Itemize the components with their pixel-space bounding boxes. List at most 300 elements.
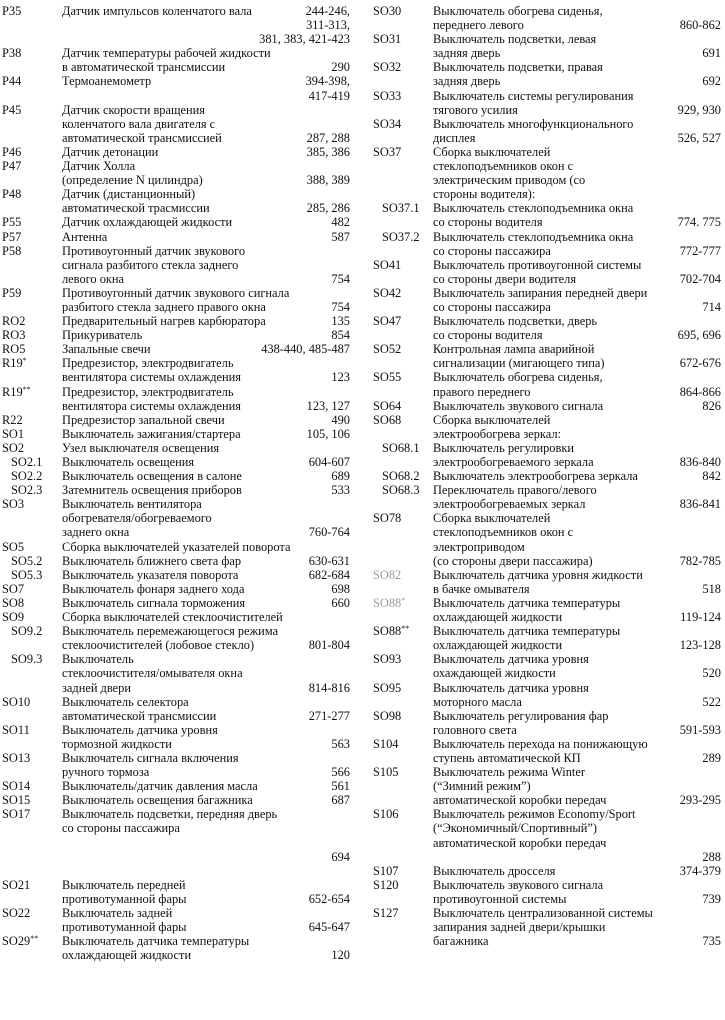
- index-entry: [2, 610, 352, 624]
- index-entry: [373, 864, 723, 878]
- page-reference: 123: [331, 370, 350, 385]
- description-line: [62, 300, 352, 314]
- description-text: Прикуриватель: [62, 328, 143, 343]
- page-reference: 438-440, 485-487: [261, 342, 350, 357]
- index-entry: [2, 230, 352, 244]
- description-line: [62, 455, 352, 469]
- description-line: [433, 525, 723, 539]
- component-description: [433, 399, 723, 413]
- page-reference: 587: [331, 229, 350, 244]
- description-text: Термоанемометр: [62, 74, 152, 89]
- description-text: противотуманной фары: [62, 891, 187, 906]
- description-line: [62, 272, 352, 286]
- component-description: [62, 413, 352, 427]
- component-code: SO13: [2, 750, 31, 765]
- description-line: [433, 652, 723, 666]
- index-entry: [2, 103, 352, 145]
- page-reference: 522: [702, 694, 721, 709]
- page-reference: 591-593: [679, 722, 721, 737]
- index-entry: [2, 779, 352, 793]
- page-reference: 689: [331, 469, 350, 484]
- component-code: SO9: [2, 610, 25, 625]
- component-code: P47: [2, 159, 22, 174]
- description-line: [62, 709, 352, 723]
- description-line: [433, 427, 723, 441]
- component-code: SO15: [2, 793, 31, 808]
- description-line: [62, 765, 352, 779]
- description-line: [62, 187, 352, 201]
- component-description: [62, 342, 352, 356]
- description-text: Выключатель ближнего света фар: [62, 553, 242, 568]
- description-line: [62, 342, 352, 356]
- component-description: [62, 497, 352, 539]
- component-code: SO2.2: [11, 469, 43, 484]
- description-line: [433, 441, 723, 455]
- page-reference: 826: [702, 398, 721, 413]
- description-line: [433, 695, 723, 709]
- description-text: Выключатель обогрева сиденья,: [433, 370, 603, 385]
- description-line: [62, 666, 352, 680]
- index-entry: [2, 441, 352, 455]
- description-line: [433, 568, 723, 582]
- index-entry: [2, 244, 352, 286]
- page-reference: 836-840: [679, 455, 721, 469]
- index-entry: [2, 385, 352, 413]
- component-code: P35: [2, 4, 22, 18]
- description-line: [433, 681, 723, 695]
- component-description: [62, 779, 352, 793]
- description-line: [433, 342, 723, 356]
- component-description: [62, 159, 352, 187]
- description-text: Предрезистор, электродвигатель: [62, 356, 234, 371]
- description-line: [62, 624, 352, 638]
- description-line: [433, 230, 723, 244]
- index-entry: [373, 652, 723, 680]
- component-code: SO2.3: [11, 483, 43, 498]
- index-entry: [373, 145, 723, 201]
- component-code: SO11: [2, 722, 30, 737]
- index-entry: [2, 723, 352, 751]
- description-text: со стороны двери водителя: [433, 271, 577, 286]
- description-line: [62, 117, 352, 131]
- description-line: [433, 850, 723, 864]
- component-code: S104: [373, 736, 399, 751]
- description-text: Выключатель датчика температуры: [433, 624, 621, 639]
- description-text: запирания задней двери/крышки: [433, 920, 606, 935]
- description-text: Сборка выключателей: [433, 412, 551, 427]
- footnote-mark: *: [401, 595, 406, 605]
- component-description: [62, 596, 352, 610]
- description-line: [62, 46, 352, 60]
- description-text: задней двери: [62, 680, 131, 695]
- description-text: Выключатель электрообогрева зеркала: [433, 469, 638, 484]
- component-description: [62, 455, 352, 469]
- component-description: [433, 624, 723, 652]
- description-text: Запальные свечи: [62, 342, 151, 357]
- component-code: P57: [2, 229, 22, 244]
- page-reference: 735: [702, 934, 721, 949]
- component-code: SO32: [373, 60, 402, 75]
- index-entry: [373, 765, 723, 807]
- component-code: RO2: [2, 314, 26, 329]
- page-reference: 760-764: [308, 525, 350, 540]
- description-line: [433, 258, 723, 272]
- component-description: [433, 370, 723, 398]
- description-text: Выключатель фонаря заднего хода: [62, 581, 245, 596]
- component-code: P38: [2, 46, 22, 61]
- description-text: ступень автоматической КП: [433, 750, 581, 765]
- index-entry: [2, 314, 352, 328]
- description-line: [62, 60, 352, 74]
- page-reference: 694: [331, 849, 350, 864]
- index-entry: [2, 328, 352, 342]
- description-text: Сборка выключателей указателей поворота: [62, 539, 291, 554]
- component-description: [433, 469, 723, 483]
- description-line: [433, 131, 723, 145]
- component-description: [62, 215, 352, 229]
- component-code: SO10: [2, 694, 31, 709]
- component-code: SO68.2: [382, 469, 420, 484]
- description-text: коленчатого вала двигателя с: [62, 116, 216, 131]
- description-line: [433, 187, 723, 201]
- index-entry: [373, 596, 723, 624]
- index-entry: [373, 399, 723, 413]
- component-code: SO68.1: [382, 440, 420, 455]
- page-reference: 687: [331, 793, 350, 808]
- description-text: стеклоочистителей (лобовое стекло): [62, 638, 255, 653]
- component-description: [62, 751, 352, 779]
- page-reference: 864-866: [679, 384, 721, 399]
- component-code: S105: [373, 765, 399, 780]
- description-text: Выключатель датчика уровня: [433, 652, 589, 667]
- page-reference: 860-862: [679, 18, 721, 33]
- description-line: [62, 540, 352, 554]
- component-code: P55: [2, 215, 22, 230]
- description-text: дисплея: [433, 130, 476, 145]
- component-code: R19*: [2, 356, 27, 371]
- index-entry: [373, 737, 723, 765]
- page-reference: 842: [702, 469, 721, 484]
- index-entry: [2, 695, 352, 723]
- component-description: [433, 60, 723, 88]
- component-code: SO93: [373, 652, 402, 667]
- description-text: ручного тормоза: [62, 765, 150, 780]
- description-line: [62, 230, 352, 244]
- description-text: в автоматической трансмиссии: [62, 60, 226, 75]
- component-description: [433, 681, 723, 709]
- description-text: автоматической трансмиссией: [62, 130, 222, 145]
- component-code: SO31: [373, 32, 402, 47]
- description-line: [433, 173, 723, 187]
- page-reference: 533: [331, 483, 350, 498]
- index-entry: [373, 681, 723, 709]
- description-text: Выключатель: [62, 652, 134, 667]
- description-line: [433, 540, 723, 554]
- description-text: Затемнитель освещения приборов: [62, 483, 242, 498]
- description-line: [433, 793, 723, 807]
- component-description: [62, 230, 352, 244]
- description-text: Выключатель задней: [62, 906, 173, 920]
- description-text: электрообогреваемых зеркал: [433, 497, 586, 512]
- index-entry: [2, 497, 352, 539]
- index-entry: [2, 652, 352, 694]
- description-line: [433, 455, 723, 469]
- description-text: разбитого стекла заднего правого окна: [62, 299, 266, 314]
- page-reference: 801-804: [308, 638, 350, 653]
- component-description: [433, 441, 723, 469]
- description-line: [433, 60, 723, 74]
- description-line: [62, 948, 352, 962]
- description-line: [62, 568, 352, 582]
- page-reference: 289: [702, 750, 721, 765]
- component-description: [62, 554, 352, 568]
- index-entry: [2, 483, 352, 497]
- description-text: Выключатель многофункционального: [433, 116, 634, 131]
- index-entry: [2, 624, 352, 652]
- index-entry: [2, 413, 352, 427]
- component-code: SO47: [373, 314, 402, 329]
- description-text: противотуманной фары: [62, 920, 187, 935]
- page-reference: 561: [331, 779, 350, 794]
- description-text: Переключатель правого/левого: [433, 483, 597, 498]
- component-description: [62, 624, 352, 652]
- index-entry: [373, 483, 723, 511]
- description-text: Выключатель указателя поворота: [62, 567, 239, 582]
- page-reference: 772-777: [679, 243, 721, 258]
- page-reference: 692: [702, 74, 721, 89]
- component-code: P45: [2, 102, 22, 117]
- component-code: SO3: [2, 497, 25, 512]
- description-line: [433, 215, 723, 229]
- description-text: Предрезистор запальной свечи: [62, 412, 225, 427]
- index-entry: [373, 117, 723, 145]
- component-code: SO2.1: [11, 455, 43, 469]
- description-text: Предрезистор, электродвигатель: [62, 384, 234, 399]
- description-line: [433, 610, 723, 624]
- description-text: Выключатель звукового сигнала: [433, 877, 604, 892]
- page-reference: 645-647: [308, 920, 350, 935]
- description-line: [62, 864, 352, 878]
- index-entry: [2, 342, 352, 356]
- description-line: [62, 89, 352, 103]
- description-line: [433, 159, 723, 173]
- component-code: S107: [373, 863, 399, 878]
- page-reference: 388, 389: [306, 173, 350, 188]
- page-reference: 695, 696: [677, 328, 721, 343]
- component-description: [433, 807, 723, 863]
- component-description: [433, 4, 723, 32]
- page-reference: 682-684: [308, 567, 350, 582]
- page-reference: 482: [331, 215, 350, 230]
- description-text: Выключатель подсветки, левая: [433, 32, 597, 47]
- description-text: стеклоочистителя/омывателя окна: [62, 666, 243, 681]
- component-code: S120: [373, 877, 399, 892]
- component-description: [62, 314, 352, 328]
- description-text: Сборка выключателей стеклоочистителей: [62, 610, 283, 625]
- component-code: RO3: [2, 328, 26, 343]
- index-entry: [2, 906, 352, 934]
- description-line: [62, 737, 352, 751]
- description-text: Выключатель обогрева сиденья,: [433, 4, 603, 18]
- description-line: [62, 286, 352, 300]
- description-line: [62, 582, 352, 596]
- description-line: [433, 103, 723, 117]
- description-line: [62, 441, 352, 455]
- description-text: электроприводом: [433, 539, 525, 554]
- description-line: [62, 328, 352, 342]
- component-code: SO30: [373, 4, 402, 18]
- component-description: [62, 145, 352, 159]
- description-line: [62, 469, 352, 483]
- description-line: [62, 779, 352, 793]
- description-line: [62, 497, 352, 511]
- page-reference: 604-607: [308, 455, 350, 469]
- component-description: [433, 568, 723, 596]
- description-line: [433, 413, 723, 427]
- component-code: R22: [2, 412, 23, 427]
- description-line: [62, 173, 352, 187]
- component-code: SO17: [2, 807, 31, 822]
- component-description: [62, 540, 352, 554]
- description-text: Сборка выключателей: [433, 144, 551, 159]
- component-code: SO1: [2, 426, 25, 441]
- description-text: переднего левого: [433, 18, 524, 33]
- footnote-mark: **: [22, 384, 31, 394]
- index-entry: [373, 286, 723, 314]
- index-entry: [2, 793, 352, 807]
- page-reference: 120: [331, 948, 350, 963]
- index-entry: [2, 145, 352, 159]
- description-line: [62, 103, 352, 117]
- description-text: в бачке омывателя: [433, 581, 530, 596]
- description-line: [433, 117, 723, 131]
- component-description: [433, 511, 723, 567]
- description-line: [62, 258, 352, 272]
- component-code: SO5.2: [11, 553, 43, 568]
- index-column-left: [2, 4, 352, 962]
- description-text: Выключатель перехода на понижающую: [433, 736, 648, 751]
- index-entry: [2, 427, 352, 441]
- description-text: электрообогрева зеркал:: [433, 426, 562, 441]
- component-description: [433, 878, 723, 906]
- description-line: [62, 385, 352, 399]
- page-reference: 394-398,: [305, 74, 350, 89]
- component-description: [433, 709, 723, 737]
- component-description: [433, 906, 723, 948]
- page-reference: 566: [331, 765, 350, 780]
- page-reference: 287, 288: [306, 130, 350, 145]
- page-reference: 836-841: [679, 497, 721, 512]
- description-text: вентилятора системы охлаждения: [62, 370, 241, 385]
- page-reference: 702-704: [679, 271, 721, 286]
- description-text: стеклоподъемников окон с: [433, 525, 574, 540]
- description-text: (“Зимний режим”): [433, 779, 531, 794]
- description-line: [433, 483, 723, 497]
- description-text: Датчик детонации: [62, 144, 159, 159]
- description-text: автоматической трансмиссии: [62, 708, 217, 723]
- component-description: [62, 695, 352, 723]
- description-text: Выключатель дросселя: [433, 863, 556, 878]
- component-description: [433, 314, 723, 342]
- description-line: [62, 399, 352, 413]
- component-code: R19**: [2, 384, 31, 399]
- description-text: Выключатель стеклоподъемника окна: [433, 229, 634, 244]
- page-reference: 714: [702, 299, 721, 314]
- page-reference: 698: [331, 581, 350, 596]
- component-description: [62, 582, 352, 596]
- page-reference: 739: [702, 891, 721, 906]
- page-reference: 672-676: [679, 356, 721, 371]
- index-entry: [373, 370, 723, 398]
- description-line: [433, 934, 723, 948]
- component-description: [62, 906, 352, 934]
- page-reference: 754: [331, 299, 350, 314]
- page-reference: 311-313,: [306, 18, 350, 33]
- component-description: [433, 483, 723, 511]
- index-entry: [373, 89, 723, 117]
- description-line: [62, 821, 352, 835]
- index-entry: [2, 540, 352, 554]
- component-code: SO82: [373, 567, 402, 582]
- page-reference: 814-816: [308, 680, 350, 695]
- description-line: [433, 511, 723, 525]
- description-line: [62, 934, 352, 948]
- index-entry: [373, 201, 723, 229]
- index-entry: [373, 568, 723, 596]
- component-description: [62, 385, 352, 413]
- page-reference: 490: [331, 412, 350, 427]
- component-description: [62, 328, 352, 342]
- description-line: [433, 314, 723, 328]
- component-code: SO64: [373, 398, 402, 413]
- component-description: [62, 356, 352, 384]
- description-line: [62, 652, 352, 666]
- description-line: [62, 4, 352, 18]
- description-line: [62, 131, 352, 145]
- index-entry: [373, 624, 723, 652]
- description-text: Выключатель освещения: [62, 455, 195, 469]
- description-text: тягового усилия: [433, 102, 518, 117]
- component-code: SO55: [373, 370, 402, 385]
- description-text: Выключатель противоугонной системы: [433, 257, 642, 272]
- index-entry: [2, 187, 352, 215]
- page-reference: 754: [331, 271, 350, 286]
- description-line: [62, 427, 352, 441]
- description-line: [62, 695, 352, 709]
- component-description: [62, 427, 352, 441]
- description-text: со стороны пассажира: [433, 243, 551, 258]
- description-line: [433, 920, 723, 934]
- description-line: [62, 906, 352, 920]
- description-text: со стороны пассажира: [62, 821, 180, 836]
- description-text: Выключатель звукового сигнала: [433, 398, 604, 413]
- component-description: [433, 765, 723, 807]
- description-line: [62, 723, 352, 737]
- page-reference: 630-631: [308, 553, 350, 568]
- index-entry: [2, 455, 352, 469]
- component-description: [433, 596, 723, 624]
- description-text: Выключатель освещения багажника: [62, 793, 253, 808]
- index-entry: [2, 751, 352, 779]
- component-description: [433, 32, 723, 60]
- page-reference: 417-419: [308, 88, 350, 103]
- description-text: автоматической трасмиссии: [62, 201, 210, 216]
- description-line: [433, 201, 723, 215]
- page-reference: 526, 527: [677, 130, 721, 145]
- page-reference: 271-277: [308, 708, 350, 723]
- page-reference: 374-379: [679, 863, 721, 878]
- description-text: Выключатель режимов Economy/Sport: [433, 807, 636, 822]
